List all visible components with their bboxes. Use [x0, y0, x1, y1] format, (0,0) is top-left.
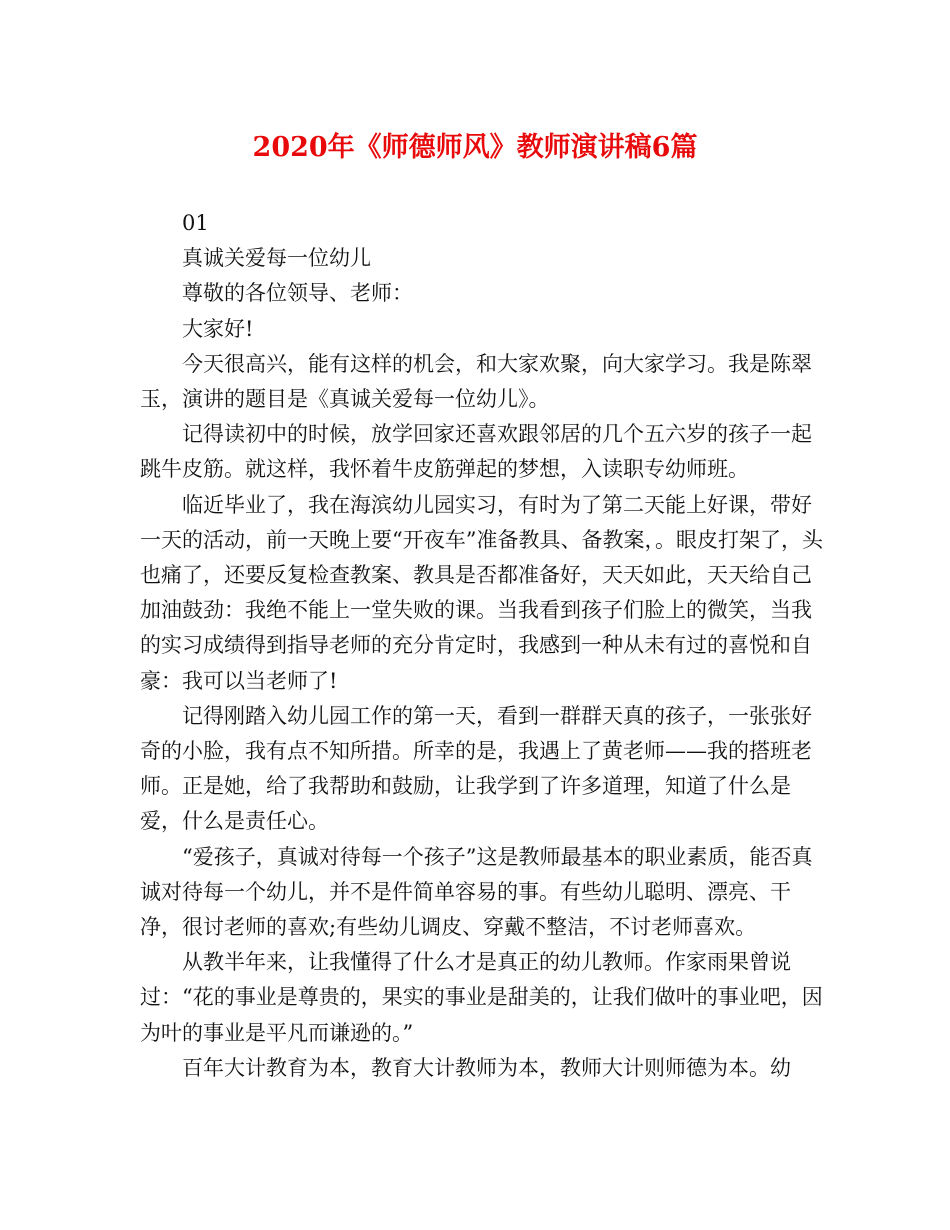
paragraph: 从教半年来，让我懂得了什么才是真正的幼儿教师。作家雨果曾说过：“花的事业是尊贵的，果实的事业是甜美的，让我们做叶的事业吧，因为叶的事业是平凡而谦逊的。”	[140, 950, 823, 1045]
paragraph: 尊敬的各位领导、老师：	[182, 281, 413, 306]
paragraph: 真诚关爱每一位幼儿	[182, 246, 371, 271]
paragraph: 今天很高兴，能有这样的机会，和大家欢聚，向大家学习。我是陈翠玉，演讲的题目是《真诚关爱每一位幼儿》。	[140, 351, 812, 412]
paragraph: 临近毕业了，我在海滨幼儿园实习，有时为了第二天能上好课，带好一天的活动，前一天晚上要“开夜车”准备教具、备教案，。眼皮打架了，头也痛了，还要反复检查教案、教具是否都准备好，天天如此，天天给自己加油鼓劲：我绝不能上一堂失败的课。当我看到孩子们脸上的微笑，当我的实习成绩得到指导老师的充分肯定时，我感到一种从未有过的喜悦和自豪：我可以当老师了!	[140, 492, 823, 693]
paragraph: 大家好!	[182, 316, 254, 341]
document-body	[140, 206, 830, 1086]
document-title: 2020年《师德师风》教师演讲稿6篇	[252, 132, 698, 163]
paragraph: “爱孩子，真诚对待每一个孩子”这是教师最基本的职业素质，能否真诚对待每一个幼儿，并不是件简单容易的事。有些幼儿聪明、漂亮、干净，很讨老师的喜欢;有些幼儿调皮、穿戴不整洁，不讨老师喜欢。	[140, 844, 813, 940]
paragraph: 01	[182, 211, 209, 235]
paragraph: 记得刚踏入幼儿园工作的第一天，看到一群群天真的孩子，一张张好奇的小脸，我有点不知所措。所幸的是，我遇上了黄老师——我的搭班老师。正是她，给了我帮助和鼓励，让我学到了许多道理，知道了什么是爱，什么是责任心。	[140, 703, 812, 834]
paragraph: 记得读初中的时候，放学回家还喜欢跟邻居的几个五六岁的孩子一起跳牛皮筋。就这样，我怀着牛皮筋弹起的梦想，入读职专幼师班。	[140, 422, 812, 482]
paragraph: 百年大计教育为本，教育大计教师为本，教师大计则师德为本。幼	[182, 1055, 791, 1080]
